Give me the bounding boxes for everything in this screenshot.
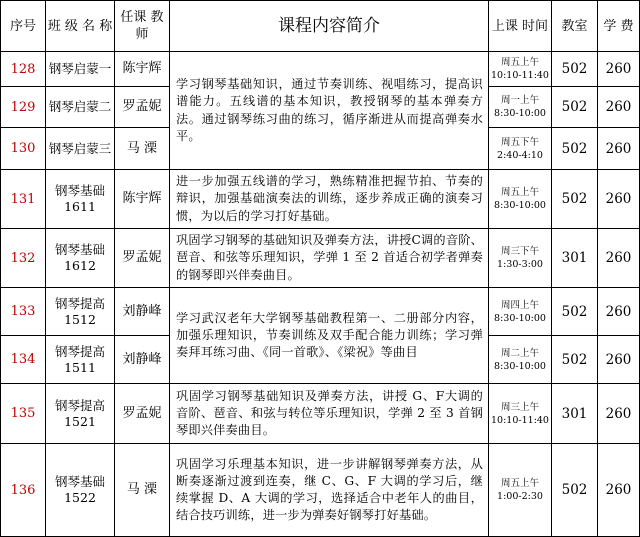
row-time-range: 8:30-10:00 xyxy=(494,200,546,211)
header-class-name: 班 级 名 称 xyxy=(46,1,115,52)
row-class-name: 钢琴启蒙一 xyxy=(46,52,115,87)
header-row xyxy=(1,1,640,52)
table-row xyxy=(1,170,640,229)
row-fee: 260 xyxy=(598,444,640,537)
row-class-name: 钢琴基础 1612 xyxy=(46,229,115,288)
row-class-name: 钢琴基础 1522 xyxy=(46,444,115,537)
row-room: 502 xyxy=(552,87,598,128)
row-room: 502 xyxy=(552,336,598,384)
row-teacher: 陈宇辉 xyxy=(115,52,170,87)
row-teacher: 罗孟妮 xyxy=(115,87,170,128)
row-time xyxy=(489,52,552,87)
header-time: 上课 时间 xyxy=(489,1,552,52)
row-teacher: 罗孟妮 xyxy=(115,384,170,444)
row-time-day: 周五下午 xyxy=(500,136,539,148)
row-seq: 135 xyxy=(1,384,46,444)
row-seq: 133 xyxy=(1,288,46,336)
row-description: 进一步加强五线谱的学习，熟练精准把握节拍、节奏的辩识，加强基础演奏法的训练，逐步养成正确的演奏习惯，为以后的学习打好基础。 xyxy=(170,170,489,229)
row-room: 502 xyxy=(552,444,598,537)
row-time xyxy=(489,336,552,384)
row-time-day: 周五上午 xyxy=(500,478,539,489)
header-intro: 课程内容简介 xyxy=(170,1,489,52)
row-fee: 260 xyxy=(598,128,640,170)
row-time-day: 周一上午 xyxy=(500,95,539,106)
row-seq: 134 xyxy=(1,336,46,384)
row-room: 301 xyxy=(552,384,598,444)
row-seq: 129 xyxy=(1,87,46,128)
row-room: 502 xyxy=(552,128,598,170)
row-description: 巩固学习乐理基本知识，进一步讲解钢琴弹奏方法，从断奏逐渐过渡到连奏，继 C、G、F 大调的学习后，继续掌握 D、A 大调的学习，选择适合中老年人的曲目，结合技巧训练，进一步为弹奏好钢琴打好基础。 xyxy=(170,444,489,537)
row-teacher: 刘静峰 xyxy=(115,336,170,384)
row-description: 巩固学习钢琴基础知识及弹奏方法，讲授 G、F大调的音阶、琶音、和弦与转位等乐理知识，学弹 2 至 3 首钢琴即兴伴奏曲目。 xyxy=(170,384,489,444)
row-time-range: 8:30-10:00 xyxy=(494,360,546,372)
row-fee: 260 xyxy=(598,170,640,229)
row-time xyxy=(489,384,552,444)
table-row xyxy=(1,52,640,87)
row-teacher: 马 溧 xyxy=(115,128,170,170)
row-seq: 128 xyxy=(1,52,46,87)
header-teacher: 任课 教师 xyxy=(115,1,170,52)
row-fee: 260 xyxy=(598,87,640,128)
row-seq: 131 xyxy=(1,170,46,229)
header-fee: 学 费 xyxy=(598,1,640,52)
row-seq: 130 xyxy=(1,128,46,170)
row-fee: 260 xyxy=(598,52,640,87)
row-time-day: 周四上午 xyxy=(500,299,539,311)
table-row xyxy=(1,229,640,288)
row-fee: 260 xyxy=(598,229,640,288)
row-time-day: 周三上午 xyxy=(500,401,539,413)
row-description: 学习钢琴基础知识，通过节奏训练、视唱练习，提高识谱能力。五线谱的基本知识，教授钢琴的基本弹奏方法。通过钢琴练习曲的练习，循序渐进从而提高弹奏水平。 xyxy=(170,52,489,170)
row-time xyxy=(489,170,552,229)
row-class-name: 钢琴提高 1511 xyxy=(46,336,115,384)
row-time xyxy=(489,128,552,170)
row-class-name: 钢琴提高 1512 xyxy=(46,288,115,336)
row-teacher: 罗孟妮 xyxy=(115,229,170,288)
header-room: 教室 xyxy=(552,1,598,52)
row-room: 502 xyxy=(552,288,598,336)
row-time-range: 10:10-11:40 xyxy=(491,70,549,81)
row-seq: 132 xyxy=(1,229,46,288)
row-time-day: 周三下午 xyxy=(500,246,539,257)
row-fee: 260 xyxy=(598,384,640,444)
row-time-range: 8:30-10:00 xyxy=(494,312,546,324)
row-time xyxy=(489,444,552,537)
row-time-day: 周二上午 xyxy=(500,347,539,359)
row-seq: 136 xyxy=(1,444,46,537)
row-fee: 260 xyxy=(598,336,640,384)
row-time-range: 1:00-2:30 xyxy=(497,491,543,502)
row-class-name: 钢琴提高 1521 xyxy=(46,384,115,444)
row-time-range: 2:40-4:10 xyxy=(497,149,543,161)
row-room: 502 xyxy=(552,52,598,87)
row-room: 502 xyxy=(552,170,598,229)
row-teacher: 马 溧 xyxy=(115,444,170,537)
table-row xyxy=(1,288,640,336)
row-teacher: 陈宇辉 xyxy=(115,170,170,229)
row-time-day: 周五上午 xyxy=(500,57,539,68)
row-time-range: 8:30-10:00 xyxy=(494,108,546,119)
row-teacher: 刘静峰 xyxy=(115,288,170,336)
row-time-range: 10:10-11:40 xyxy=(491,414,549,426)
row-class-name: 钢琴启蒙二 xyxy=(46,87,115,128)
row-time-range: 1:30-3:00 xyxy=(497,259,543,270)
row-time xyxy=(489,229,552,288)
row-time xyxy=(489,288,552,336)
row-time-day: 周五上午 xyxy=(500,187,539,198)
header-seq: 序号 xyxy=(1,1,46,52)
row-time xyxy=(489,87,552,128)
row-description: 学习武汉老年大学钢琴基础教程第一、二册部分内容，加强乐理知识，节奏训练及双手配合能力训练；学习弹奏拜耳练习曲、《同一首歌》、《梁祝》等曲目 xyxy=(170,288,489,384)
row-fee: 260 xyxy=(598,288,640,336)
row-class-name: 钢琴基础 1611 xyxy=(46,170,115,229)
row-class-name: 钢琴启蒙三 xyxy=(46,128,115,170)
row-description: 巩固学习钢琴的基础知识及弹奏方法，讲授C调的音阶、琶音、和弦等乐理知识，学弹 1 至 2 首适合初学者弹奏的钢琴即兴伴奏曲目。 xyxy=(170,229,489,288)
table-row xyxy=(1,384,640,444)
row-room: 301 xyxy=(552,229,598,288)
table-row xyxy=(1,444,640,537)
